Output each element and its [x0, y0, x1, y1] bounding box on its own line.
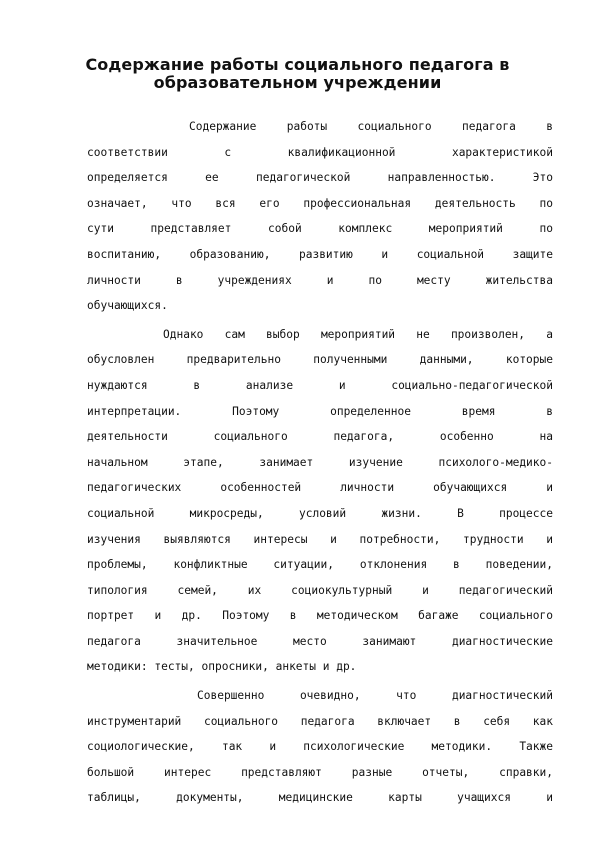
text-line: педагогических особенностей личности обучающихся и	[87, 481, 553, 495]
text-line: социологические, так и психологические методики. Также	[87, 740, 553, 754]
text-line: большой интерес представляют разные отчеты, справки,	[87, 765, 553, 779]
text-line: определяется ее педагогической направленностью. Это	[87, 171, 553, 185]
text-line: портрет и др. Поэтому в методическом багаже социального	[87, 609, 553, 623]
title-line-1: Содержание работы социального педагога в	[85, 55, 510, 74]
text-line: личности в учреждениях и по месту жительства	[87, 273, 553, 287]
text-line: таблицы, документы, медицинские карты учащихся и	[87, 791, 553, 805]
text-line: интерпретации. Поэтому определенное время в	[87, 404, 553, 418]
text-line: типология семей, их социокультурный и педагогический	[87, 583, 553, 597]
text-line: деятельности социального педагога, особенно на	[87, 430, 553, 444]
text-line: обусловлен предварительно полученными данными, которые	[87, 353, 553, 367]
paragraph-2	[87, 322, 553, 680]
text-line: педагога значительное место занимают диагностические	[87, 634, 553, 648]
text-line: инструментарий социального педагога включает в себя как	[87, 714, 553, 728]
text-line: начальном этапе, занимает изучение психолого-медико-	[87, 455, 553, 469]
text-line: нуждаются в анализе и социально-педагогической	[87, 378, 553, 392]
text-line: сути представляет собой комплекс мероприятий по	[87, 222, 553, 236]
text-line: воспитанию, образованию, развитию и социальной защите	[87, 247, 553, 261]
paragraph-1	[87, 114, 553, 319]
text-line: методики: тесты, опросники, анкеты и др.	[87, 660, 357, 674]
text-line: Однако сам выбор мероприятий не произволен, а	[163, 327, 553, 341]
text-line: проблемы, конфликтные ситуации, отклонения в поведении,	[87, 558, 553, 572]
text-line: изучения выявляются интересы и потребности, трудности и	[87, 532, 553, 546]
title-line-2: образовательном учреждении	[153, 73, 442, 92]
text-line: обучающихся.	[87, 299, 168, 313]
text-line: соответствии с квалификационной характеристикой	[87, 145, 553, 159]
text-line: Содержание работы социального педагога в	[189, 120, 553, 133]
document-title	[60, 56, 535, 92]
text-line: Совершенно очевидно, что диагностический	[197, 689, 553, 703]
paragraph-3	[87, 683, 553, 811]
document-body	[87, 114, 553, 814]
text-line: социальной микросреды, условий жизни. В процессе	[87, 506, 553, 520]
text-line: означает, что вся его профессиональная деятельность по	[87, 196, 553, 210]
